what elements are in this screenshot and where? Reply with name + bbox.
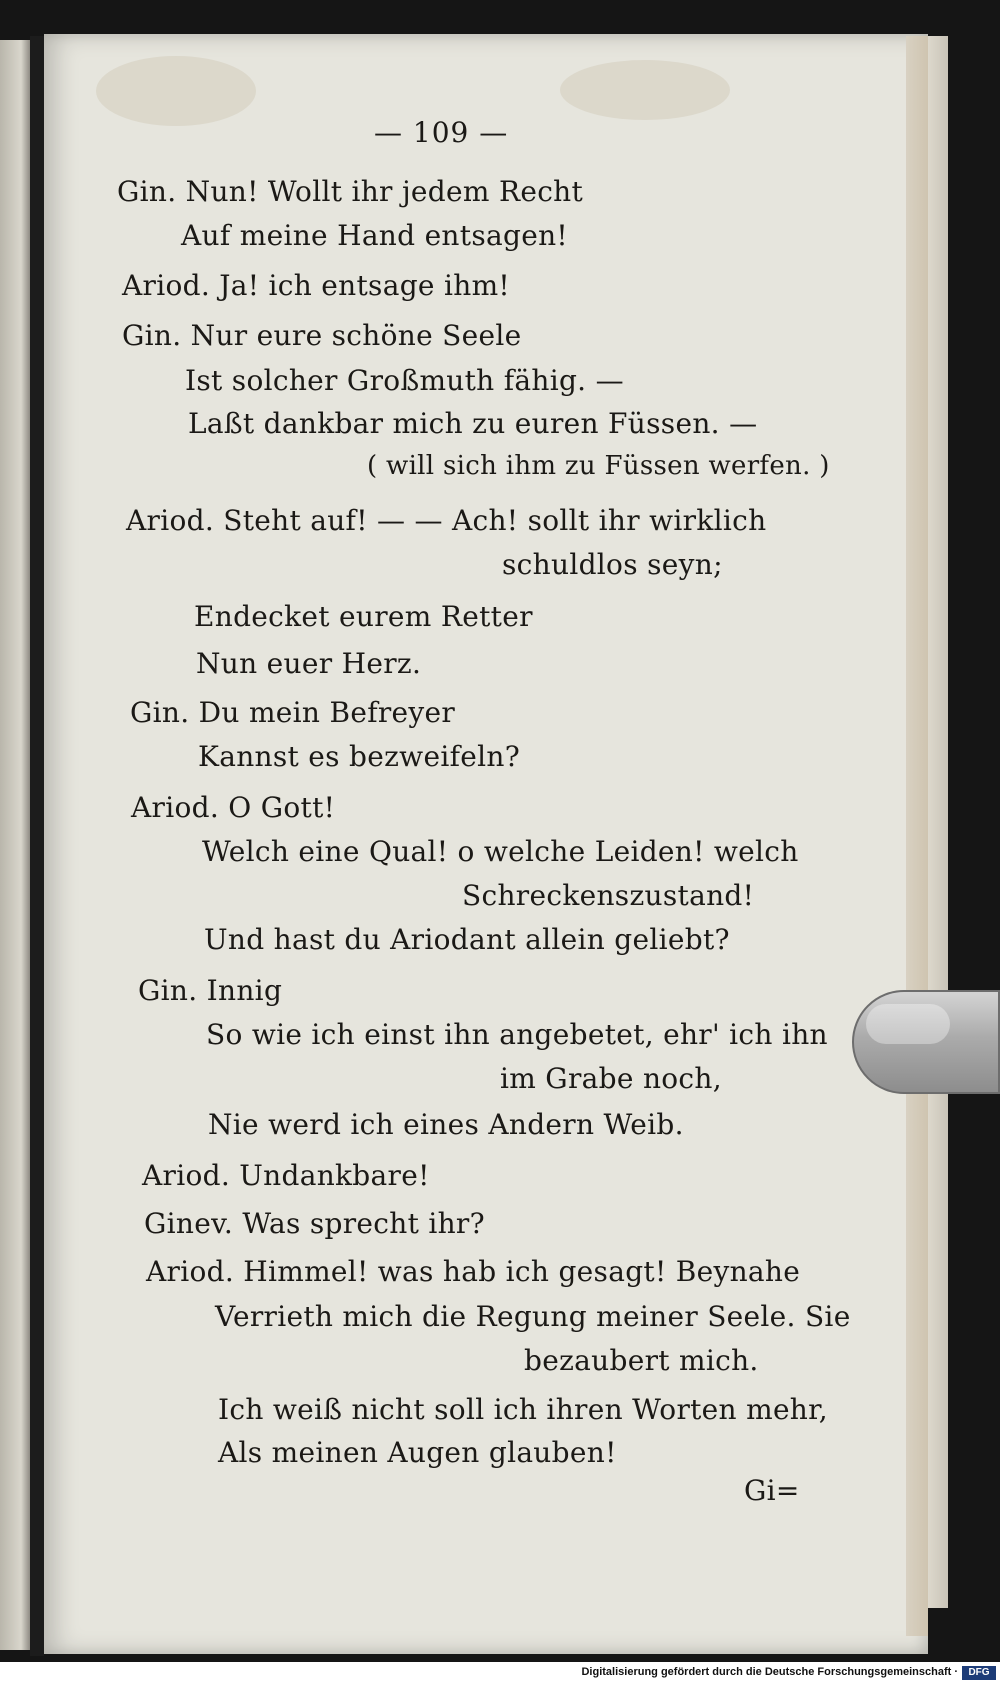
text-line: Gin. Nun! Wollt ihr jedem Recht <box>117 175 584 208</box>
text-line: Ist solcher Großmuth fähig. — <box>185 364 624 397</box>
text-line: Auf meine Hand entsagen! <box>181 219 568 252</box>
text-line: Schreckenszustand! <box>462 879 755 912</box>
catchword: Gi= <box>744 1474 800 1507</box>
text-line: So wie ich einst ihn angebetet, ehr' ich ihn <box>206 1018 828 1051</box>
text-line: Gin. Du mein Befreyer <box>130 696 456 729</box>
text-line: Verrieth mich die Regung meiner Seele. Sie <box>215 1300 851 1333</box>
text-line: Gin. Nur eure schöne Seele <box>122 319 522 352</box>
text-line: Endecket eurem Retter <box>194 600 533 633</box>
text-line: Und hast du Ariodant allein geliebt? <box>204 923 730 956</box>
text-line: Ariod. Undankbare! <box>142 1159 430 1192</box>
text-line: Ich weiß nicht soll ich ihren Worten mehr, <box>218 1393 828 1426</box>
footer-credit: Digitalisierung gefördert durch die Deutsche Forschungsgemeinschaft · <box>581 1666 958 1678</box>
page-clip-highlight <box>866 1004 950 1044</box>
dfg-logo: DFG <box>962 1666 996 1680</box>
text-line: Ariod. Himmel! was hab ich gesagt! Beynahe <box>146 1255 801 1288</box>
stage-direction: ( will sich ihm zu Füssen werfen. ) <box>367 451 830 481</box>
text-line: Ariod. Steht auf! — — Ach! sollt ihr wirklich <box>126 504 767 537</box>
text-line: Ariod. O Gott! <box>131 791 336 824</box>
text-line: Nun euer Herz. <box>196 647 422 680</box>
text-line: Laßt dankbar mich zu euren Füssen. — <box>188 407 758 440</box>
text-line: bezaubert mich. <box>524 1344 759 1377</box>
text-line: Ginev. Was sprecht ihr? <box>144 1207 485 1240</box>
text-line: Welch eine Qual! o welche Leiden! welch <box>202 835 799 868</box>
text-line: Kannst es bezweifeln? <box>198 740 521 773</box>
text-line: im Grabe noch, <box>500 1062 722 1095</box>
text-line: Als meinen Augen glauben! <box>218 1436 617 1469</box>
text-line: Ariod. Ja! ich entsage ihm! <box>122 269 510 302</box>
text-line: schuldlos seyn; <box>502 548 723 581</box>
text-line: Gin. Innig <box>138 974 283 1007</box>
text-line: Nie werd ich eines Andern Weib. <box>208 1108 684 1141</box>
page-number: — 109 — <box>374 116 509 149</box>
